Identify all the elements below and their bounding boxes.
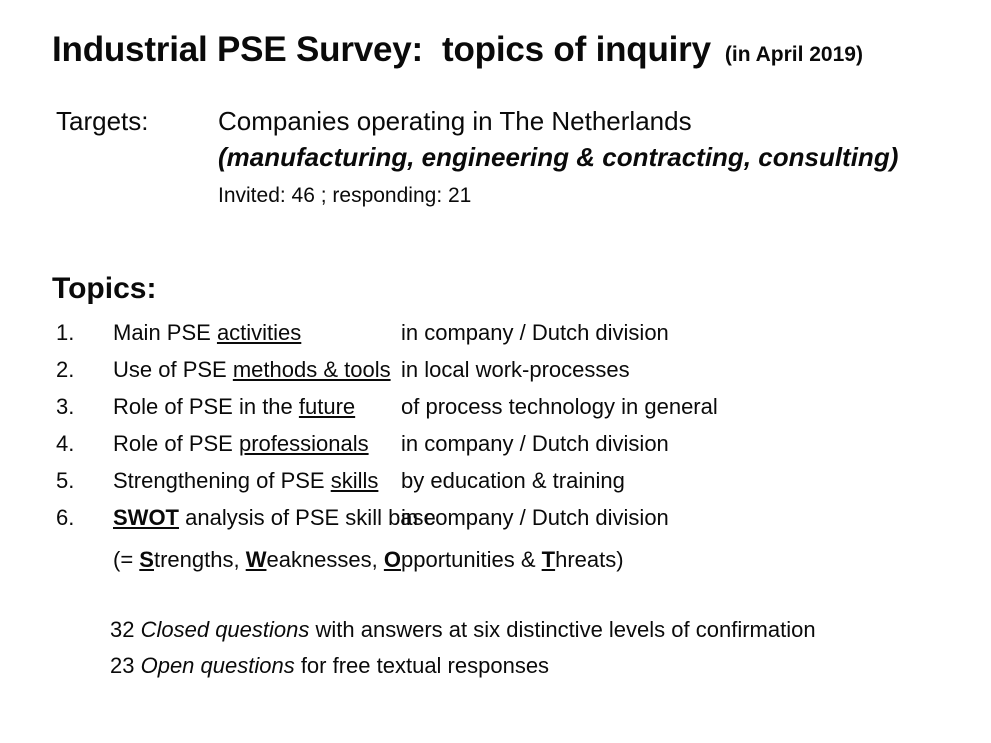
list-item-text: [113, 505, 436, 531]
list-item-text-emphasis: future: [298, 394, 356, 419]
list-item-text: [113, 431, 401, 457]
question-counts: [110, 612, 970, 684]
swot-w-initial: W: [245, 547, 267, 572]
page-title: [52, 30, 863, 70]
page-title-main: Industrial PSE Survey: topics of inquiry: [52, 30, 711, 69]
question-count-closed: [110, 612, 970, 648]
list-item-text-emphasis: methods & tools: [232, 357, 391, 382]
open-count-rest: for free textual responses: [294, 653, 550, 678]
list-item-text: [113, 357, 401, 383]
list-item-text-pre: Strengthening of PSE: [113, 468, 331, 493]
targets-label: Targets:: [56, 106, 149, 136]
swot-s-rest: trengths,: [153, 547, 246, 572]
list-item-text-post: analysis of PSE skill base: [179, 505, 436, 530]
closed-count-kind: Closed questions: [140, 617, 310, 642]
closed-count-rest: with answers at six distinctive levels of confirmation: [309, 617, 816, 642]
list-item-number: 3.: [56, 394, 75, 419]
list-item-number: 2.: [56, 357, 75, 382]
list-item-number: 5.: [56, 468, 75, 493]
list-item-text-emphasis: activities: [216, 320, 302, 345]
closed-count-number: 32: [110, 617, 141, 642]
list-item-scope: of process technology in general: [401, 394, 718, 419]
targets-line-counts: Invited: 46 ; responding: 21: [218, 184, 472, 207]
list-item: [56, 357, 976, 394]
question-count-open: [110, 648, 970, 684]
page-title-date-note: (in April 2019): [724, 43, 863, 66]
swot-o-initial: O: [383, 547, 401, 572]
list-item-text-emphasis: SWOT: [113, 505, 179, 530]
targets-lines: [218, 106, 976, 208]
swot-o-rest: pportunities &: [401, 547, 542, 572]
list-item-text: [113, 394, 401, 420]
list-item-text: [113, 468, 401, 494]
list-item-text-pre: Role of PSE: [113, 431, 239, 456]
swot-w-rest: eaknesses,: [266, 547, 384, 572]
list-item-text-emphasis: professionals: [238, 431, 369, 456]
list-item-scope: in company / Dutch division: [401, 320, 669, 345]
swot-s-initial: S: [139, 547, 154, 572]
topics-heading: Topics:: [52, 272, 157, 305]
targets-row: [56, 106, 976, 208]
list-item: [56, 320, 976, 357]
targets-line-primary: Companies operating in The Netherlands: [218, 106, 692, 136]
list-item-scope: in local work-processes: [401, 357, 630, 382]
list-item-number: 4.: [56, 431, 75, 456]
swot-expansion: [113, 542, 976, 578]
list-item-number: 1.: [56, 320, 75, 345]
topics-list: [56, 320, 976, 578]
list-item: [56, 394, 976, 431]
list-item-number: 6.: [56, 505, 75, 530]
list-item-text: [113, 320, 401, 346]
list-item-text-pre: Use of PSE: [113, 357, 233, 382]
swot-open-paren: (=: [113, 547, 140, 572]
list-item-scope: by education & training: [401, 468, 625, 493]
list-item-text-pre: Main PSE: [113, 320, 217, 345]
targets-line-sectors: (manufacturing, engineering & contracting, consulting): [218, 142, 899, 172]
swot-t-initial: T: [541, 547, 556, 572]
list-item: [56, 431, 976, 468]
targets-block: [56, 106, 976, 208]
open-count-number: 23: [110, 653, 141, 678]
open-count-kind: Open questions: [140, 653, 295, 678]
list-item: [56, 468, 976, 505]
list-item-scope: in company / Dutch division: [401, 505, 669, 530]
list-item: [56, 505, 976, 542]
swot-t-rest: hreats): [555, 547, 624, 572]
list-item-scope: in company / Dutch division: [401, 431, 669, 456]
list-item-text-pre: Role of PSE in the: [113, 394, 299, 419]
list-item-text-emphasis: skills: [330, 468, 379, 493]
